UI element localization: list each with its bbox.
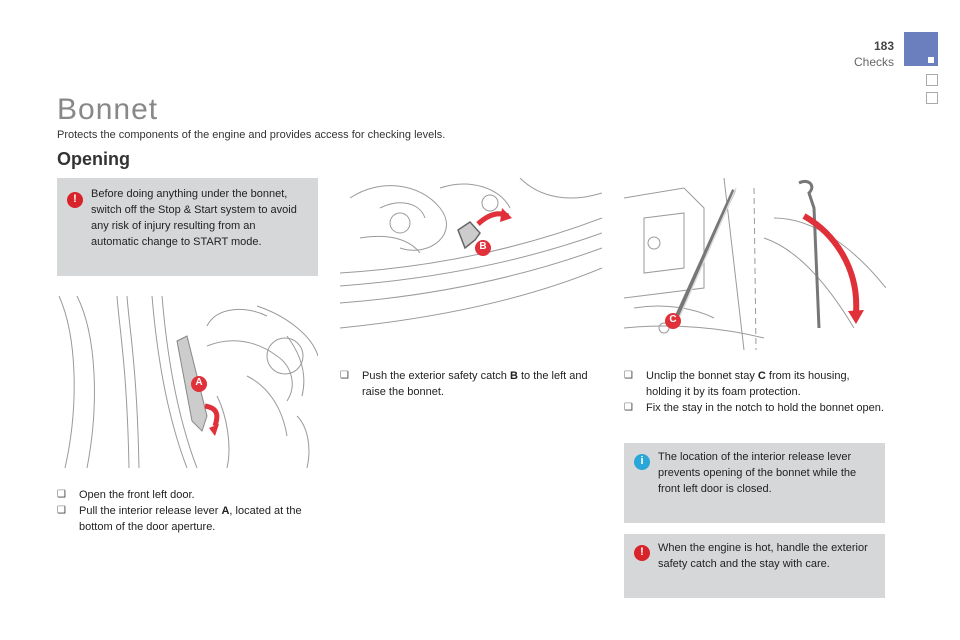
warning-note-text: Before doing anything under the bonnet, switch off the Stop & Start system to avoid any risk of injury resulting from an automatic change to START mode. xyxy=(91,188,297,248)
steps-col2 xyxy=(340,368,602,400)
steps-col1 xyxy=(57,487,319,535)
safety-catch-illustration xyxy=(340,178,602,350)
chapter-tab-box-1 xyxy=(926,74,938,86)
exclamation-icon: ! xyxy=(634,545,650,561)
page-subtitle: Protects the components of the engine and provides access for checking levels. xyxy=(57,129,446,141)
exclamation-icon: ! xyxy=(67,192,83,208)
figure-release-lever xyxy=(57,296,318,468)
section-name: Checks xyxy=(853,55,894,69)
callout-a-label: A xyxy=(195,377,203,388)
steps-col3 xyxy=(624,368,886,416)
step-pull-release-lever: ❑ Pull the interior release lever A, located at the bottom of the door aperture. xyxy=(57,505,302,533)
bullet-glyph: ❑ xyxy=(624,370,633,381)
bullet-glyph: ❑ xyxy=(624,402,633,413)
warning-note-hot-engine xyxy=(624,534,885,598)
release-lever-illustration xyxy=(57,296,318,468)
page-number: 183 xyxy=(873,39,894,53)
step-open-door: ❑ Open the front left door. xyxy=(57,489,195,501)
bullet-glyph: ❑ xyxy=(340,370,349,381)
figure-safety-catch xyxy=(340,178,602,350)
bullet-glyph: ❑ xyxy=(57,505,66,516)
step-fix-stay: ❑ Fix the stay in the notch to hold the bonnet open. xyxy=(624,402,884,414)
figure-bonnet-stay xyxy=(624,178,886,350)
info-icon: i xyxy=(634,454,650,470)
info-note-text: The location of the interior release lever prevents opening of the bonnet while the front left door is closed. xyxy=(658,451,857,495)
step-push-safety-catch: ❑ Push the exterior safety catch B to the left and raise the bonnet. xyxy=(340,370,588,398)
callout-b-label: B xyxy=(479,241,487,252)
callout-c-label: C xyxy=(669,314,677,325)
section-heading: Opening xyxy=(57,149,130,169)
step-unclip-stay: ❑ Unclip the bonnet stay C from its housing, holding it by its foam protection. xyxy=(624,370,850,398)
chapter-tab-box-2 xyxy=(926,92,938,104)
info-note-release-lever xyxy=(624,443,885,523)
bullet-glyph: ❑ xyxy=(57,489,66,500)
bonnet-stay-illustration xyxy=(624,178,886,350)
warning-note-stop-start xyxy=(57,178,318,276)
page-title: Bonnet xyxy=(57,93,159,126)
chapter-tab-marker xyxy=(928,57,934,63)
warning-note-hot-engine-text: When the engine is hot, handle the exterior safety catch and the stay with care. xyxy=(658,542,868,570)
